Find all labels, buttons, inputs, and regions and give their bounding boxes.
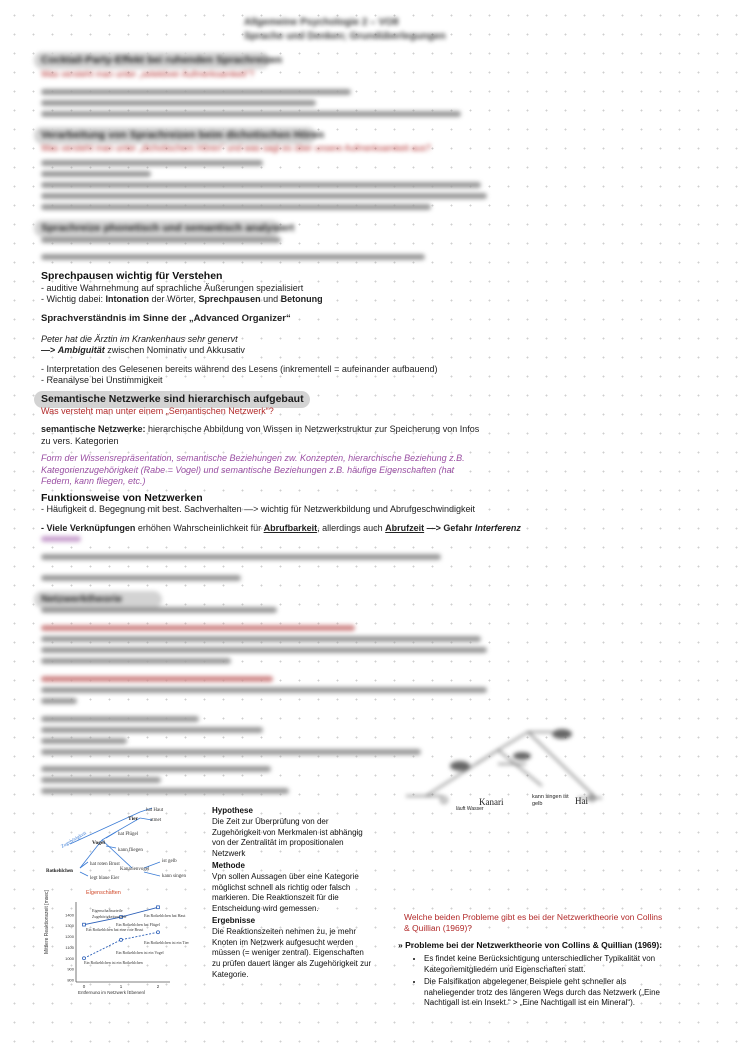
text-line — [41, 738, 127, 744]
netzwerk-heading: Netzwerktheorie — [41, 593, 123, 605]
method-text: Vpn sollen Aussagen über eine Kategorie möglichst schnell als richtig oder falsch markieren. Die Reaktionszeit für die Entscheidung wird gemessen. — [212, 871, 359, 914]
section-question-cocktail: Was versteht man unter „selektiver Aufmerksamkeit“? — [41, 69, 255, 79]
problem-item-2: • Die Falsifikation abgelegener Beispiele geht schneller als naheliegender trotz des längeren Wegs durch das Netzwerk („Eine Nachtigall ist ein Insekt.“ > „Eine Nachtigall ist ein Mineral“). — [424, 977, 674, 1009]
chart-point — [120, 938, 123, 941]
text-line — [41, 698, 77, 704]
text-line — [41, 193, 487, 199]
network-kann-singen: kann singen — [162, 874, 187, 879]
network-zugehoerigkeit: Zugehörigkeit — [60, 831, 88, 850]
chart-ytick-label: 1300 — [65, 923, 74, 929]
chart-annotation-eigenschaft: Eigenschaftsurteile — [92, 908, 123, 913]
chart-ytick-label: 1400 — [65, 912, 74, 918]
text-line — [41, 182, 481, 188]
problems-list — [412, 954, 674, 1011]
network-vogel: Vogel — [92, 840, 105, 846]
page-title — [244, 16, 446, 44]
text-line — [41, 254, 425, 260]
chart-xtick-label: 2 — [156, 984, 160, 989]
network-label-kann-singen: kann singen ist gelb — [532, 794, 569, 807]
text-line — [41, 625, 355, 631]
text-line — [41, 89, 351, 95]
chart-ytick-label: 800 — [67, 977, 74, 983]
network-kanarienvogel: Kanarienvogel — [120, 867, 150, 872]
result-text: Die Reaktionszeiten nehmen zu, je mehr Knoten im Netzwerk aufgesucht werden müssen (= weniger zentral). Eigenschaften zu prüfen dauert länger als Zugehörigkeit zur Kategorie. — [212, 926, 372, 979]
text-line — [41, 716, 199, 722]
text-line — [41, 788, 289, 794]
organizer-arrow: —> Ambiguität zwischen Nominativ und Akkusativ — [41, 345, 245, 355]
hypothesis-label: Hypothese — [212, 806, 253, 815]
network-label-hai: Hai — [575, 796, 588, 806]
network-rotkehlchen: Rotkehlchen — [46, 869, 73, 874]
text-line — [41, 536, 81, 542]
network-kann-fliegen: kann fliegen — [118, 848, 143, 853]
problem-item-1: • Es findet keine Berücksichtigung unterschiedlicher Typikalität von Kategoriemitgliedern und Eigenschaften statt. — [424, 954, 674, 975]
text-line — [41, 647, 487, 653]
network-ist-gelb: ist gelb — [162, 859, 177, 864]
chart-xlabel: Entfernung im Netzwerk [Ebenen] — [78, 990, 146, 994]
text-line — [41, 777, 161, 783]
collins-quillian-figure — [40, 804, 206, 994]
semantic-def-rest: hierarchische Abbildung von Wissen in Netzwerkstruktur zur Speicherung von Infos zu vers. Kategorien — [41, 424, 480, 446]
text-line — [41, 658, 231, 664]
chart-annotation-zugehoerigkeit: Zugehörigkeitsurteile — [92, 914, 127, 919]
text-line — [41, 204, 431, 210]
network-hat-haut: hat Haut — [146, 808, 164, 813]
chart-annotation-tier: Ein Rotkehlchen ist ein Tier — [144, 940, 189, 945]
problems-heading: » Probleme bei der Netzwerktheorie von Collins & Quillian (1969): — [398, 940, 663, 950]
organizer-line-1: - Interpretation des Gelesenen bereits während des Lesens (inkrementell = aufeinander aufbauend) — [41, 364, 438, 374]
network-rote-brust: hat roten Brust — [90, 862, 120, 867]
chart-ytick-label: 900 — [67, 966, 74, 972]
title-line-1: Allgemeine Psychologie 2 – VO8 — [244, 17, 399, 28]
hypothesis-text: Die Zeit zur Überprüfung von der Zugehörigkeit von Merkmalen ist abhängig von der Zentralität im propositionalen Netzwerk — [212, 816, 363, 859]
chart-annotation-rotkehlchen: Ein Rotkehlchen ist ein Rotkehlchen — [84, 960, 143, 965]
text-line — [41, 676, 273, 682]
network-label-laeuft: läuft Wasser — [456, 806, 484, 812]
text-line — [41, 727, 263, 733]
chart-annotation-rote-brust: Ein Rotkehlchen hat eine rote Brust — [86, 927, 144, 932]
chart-annotation-haut: Ein Rotkehlchen hat Haut — [144, 913, 186, 918]
semantic-def-bold: semantische Netzwerke: — [41, 424, 146, 434]
hypothesis-block — [212, 806, 372, 981]
chart-xtick-label: 0 — [82, 984, 86, 989]
section-question-verarbeitung: Was versteht man unter „dichotischem Hören“ und was sagt es über unsere Aufmerksamkeit aus? — [41, 143, 431, 153]
chart-point — [83, 923, 86, 926]
chart-point — [157, 906, 160, 909]
text-line — [41, 100, 316, 106]
funktion-line-1: - Häufigkeit d. Begegnung mit best. Sachverhalten —> wichtig für Netzwerkbildung und Abrufgeschwindigkeit — [41, 504, 475, 514]
chart-ytick-label: 1200 — [65, 934, 74, 940]
funktion-line-2: - Viele Verknüpfungen erhöhen Wahrscheinlichkeit für Abrufbarkeit, allerdings auch Abrufzeit —> Gefahr Interferenz — [41, 523, 521, 533]
result-label: Ergebnisse — [212, 915, 256, 925]
sprechpausen-line-2: - Wichtig dabei: Intonation der Wörter, Sprechpausen und Betonung — [41, 294, 323, 304]
funktion-heading: Funktionsweise von Netzwerken — [41, 492, 203, 504]
text-line — [41, 160, 263, 166]
semantic-question: Was versteht man unter einem „Semantischen Netzwerk“? — [41, 406, 274, 416]
text-line — [41, 554, 441, 560]
network-diagram-right — [402, 716, 634, 816]
semantic-heading: Semantische Netzwerke sind hierarchisch aufgebaut — [41, 393, 304, 405]
text-line — [41, 687, 487, 693]
chart-ytick-label: 1100 — [65, 944, 74, 950]
section-heading-verarbeitung: Verarbeitung von Sprachreizen beim dichotischen Hören — [41, 129, 324, 141]
text-line — [41, 607, 277, 613]
network-hat-fluegel: hat Flügel — [118, 832, 139, 837]
chart-annotation-fluegel: Ein Rotkehlchen hat Flügel — [116, 922, 160, 927]
chart-xtick-label: 1 — [119, 984, 123, 989]
section-heading-sprachreize: Sprachreize phonetisch und semantisch analysiert — [41, 222, 295, 234]
network-blaue-eier: legt blaue Eier — [90, 876, 120, 881]
network-eigenschaften: Eigenschaften — [86, 890, 121, 896]
text-line — [41, 636, 481, 642]
sprechpausen-heading: Sprechpausen wichtig für Verstehen — [41, 270, 223, 282]
sprechpausen-line-1: - auditive Wahrnehmung auf sprachliche Äußerungen spezialisiert — [41, 283, 304, 293]
organizer-heading: Sprachverständnis im Sinne der „Advanced Organizer“ — [41, 313, 291, 324]
problems-question: Welche beiden Probleme gibt es bei der Netzwerktheorie von Collins & Quillian (1969)? — [404, 912, 663, 933]
organizer-example: Peter hat die Ärztin im Krankenhaus sehr genervt — [41, 334, 238, 344]
text-line — [41, 237, 281, 243]
text-line — [41, 171, 151, 177]
text-line — [41, 111, 461, 117]
chart-point — [157, 931, 160, 934]
method-label: Methode — [212, 860, 245, 870]
organizer-line-2: - Reanalyse bei Unstimmigkeit — [41, 375, 163, 385]
section-heading-cocktail: Cocktail-Party-Effekt bei ruhenden Sprachreizen — [41, 54, 282, 66]
title-line-2: Sprache und Denken; Grundüberlegungen — [244, 31, 446, 42]
semantic-definition — [41, 424, 486, 447]
text-line — [41, 766, 271, 772]
network-tier: Tier — [128, 816, 138, 822]
chart-annotation-vogel: Ein Rotkehlchen ist ein Vogel — [116, 950, 164, 955]
chart-ytick-label: 1000 — [65, 955, 74, 961]
network-atmet: atmet — [150, 818, 162, 823]
chart-ylabel: Mittlere Reaktionszeit [msec] — [44, 890, 50, 954]
text-line — [41, 749, 421, 755]
text-line — [41, 575, 241, 581]
network-label-kanari: Kanari — [479, 797, 504, 807]
semantic-purple-note: Form der Wissensrepräsentation, semantische Beziehungen zw. Konzepten, hierarchische Beziehung z.B. Kategorienzugehörigkeit (Rabe = Vogel) und semantische Beziehungen z.B. häufige Eigenschaften (hat Federn, kann fliegen, etc.) — [41, 453, 465, 486]
